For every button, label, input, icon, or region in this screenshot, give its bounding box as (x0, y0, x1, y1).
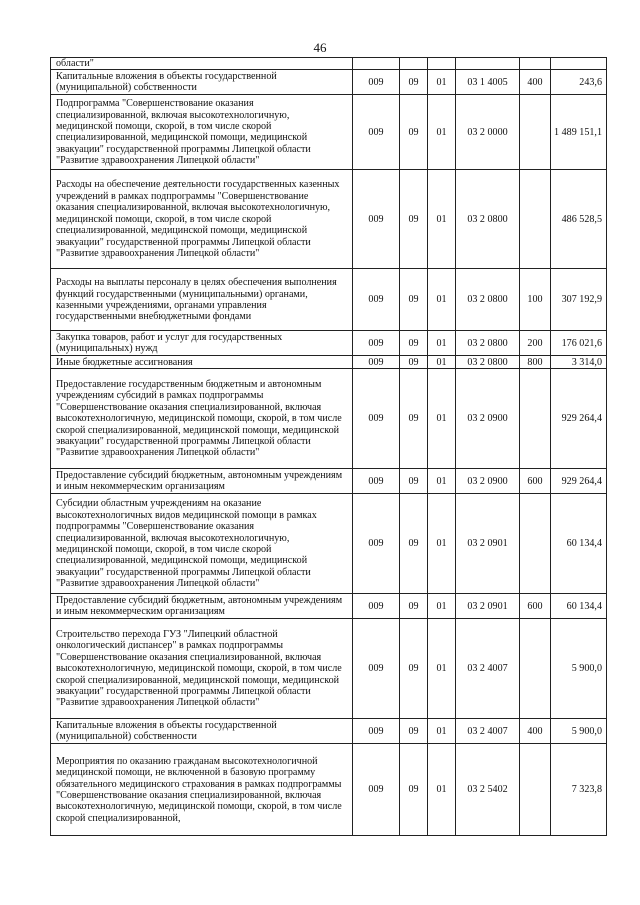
ministry-code: 009 (353, 494, 400, 594)
expense-type: 600 (520, 594, 551, 619)
target-article: 03 1 4005 (456, 70, 520, 95)
target-article: 03 2 0900 (456, 469, 520, 494)
subsection-code: 01 (428, 95, 456, 170)
target-article: 03 2 0900 (456, 369, 520, 469)
section-code: 09 (400, 70, 428, 95)
ministry-code: 009 (353, 719, 400, 744)
row-name: Капитальные вложения в объекты государственной (муниципальной) собственности (51, 719, 353, 744)
table-row (51, 95, 607, 170)
subsection-code: 01 (428, 70, 456, 95)
ministry-code: 009 (353, 594, 400, 619)
section-code: 09 (400, 356, 428, 369)
target-article: 03 2 0901 (456, 494, 520, 594)
table-row (51, 494, 607, 594)
ministry-code: 009 (353, 269, 400, 331)
amount: 307 192,9 (551, 269, 607, 331)
subsection-code: 01 (428, 170, 456, 269)
subsection-code: 01 (428, 594, 456, 619)
table-row (51, 70, 607, 95)
target-article: 03 2 0800 (456, 356, 520, 369)
amount: 60 134,4 (551, 494, 607, 594)
ministry-code: 009 (353, 331, 400, 356)
subsection-code: 01 (428, 269, 456, 331)
expense-type (520, 369, 551, 469)
target-article: 03 2 0000 (456, 95, 520, 170)
row-name: Иные бюджетные ассигнования (51, 356, 353, 369)
target-article: 03 2 0800 (456, 269, 520, 331)
subsection-code: 01 (428, 369, 456, 469)
amount: 5 900,0 (551, 719, 607, 744)
expense-type (520, 619, 551, 719)
section-code: 09 (400, 494, 428, 594)
table-row (51, 719, 607, 744)
row-name: Субсидии областным учреждениям на оказание высокотехнологичных видов медицинской помощи в рамках подпрограммы "Совершенствование оказания специализированной, включая высокотехнологичную, медицинской помощи, скорой, в том числе скорой специализированной, медицинской помощи, медицинской эвакуации" государственной программы Липецкой области "Развитие здравоохранения Липецкой области" (51, 494, 353, 594)
expense-type (520, 95, 551, 170)
section-code (400, 58, 428, 70)
target-article: 03 2 5402 (456, 744, 520, 836)
section-code: 09 (400, 170, 428, 269)
table-row (51, 170, 607, 269)
ministry-code (353, 58, 400, 70)
row-name: Закупка товаров, работ и услуг для государственных (муниципальных) нужд (51, 331, 353, 356)
expense-type (520, 494, 551, 594)
expense-type (520, 58, 551, 70)
ministry-code: 009 (353, 369, 400, 469)
section-code: 09 (400, 469, 428, 494)
expense-type: 400 (520, 719, 551, 744)
amount: 60 134,4 (551, 594, 607, 619)
amount: 3 314,0 (551, 356, 607, 369)
table-row (51, 356, 607, 369)
subsection-code: 01 (428, 494, 456, 594)
section-code: 09 (400, 95, 428, 170)
expense-type: 600 (520, 469, 551, 494)
table-row (51, 369, 607, 469)
subsection-code: 01 (428, 356, 456, 369)
table-row (51, 744, 607, 836)
row-name: Капитальные вложения в объекты государственной (муниципальной) собственности (51, 70, 353, 95)
expense-type: 800 (520, 356, 551, 369)
row-name: Расходы на обеспечение деятельности государственных казенных учреждений в рамках подпрограммы "Совершенствование оказания специализированной, включая высокотехнологичную, медицинской помощи, скорой, в том числе скорой специализированной, медицинской помощи, медицинской эвакуации" государственной программы Липецкой области "Развитие здравоохранения Липецкой области" (51, 170, 353, 269)
row-name: Мероприятия по оказанию гражданам высокотехнологичной медицинской помощи, не включенной в базовую программу обязательного медицинского страхования в рамках подпрограммы "Совершенствование оказания специализированной, включая высокотехнологичную, медицинской помощи, скорой, в том числе скорой специализированной, (51, 744, 353, 836)
subsection-code (428, 58, 456, 70)
expense-type: 400 (520, 70, 551, 95)
section-code: 09 (400, 619, 428, 719)
section-code: 09 (400, 269, 428, 331)
target-article: 03 2 0800 (456, 331, 520, 356)
table-row (51, 58, 607, 70)
expense-type: 100 (520, 269, 551, 331)
ministry-code: 009 (353, 619, 400, 719)
table-row (51, 469, 607, 494)
amount (551, 58, 607, 70)
ministry-code: 009 (353, 170, 400, 269)
section-code: 09 (400, 594, 428, 619)
row-name: Подпрограмма "Совершенствование оказания специализированной, включая высокотехнологичную, медицинской помощи, скорой, в том числе скорой специализированной, медицинской помощи, медицинской эвакуации" государственной программы Липецкой области "Развитие здравоохранения Липецкой области" (51, 95, 353, 170)
table-row (51, 331, 607, 356)
ministry-code: 009 (353, 744, 400, 836)
amount: 929 264,4 (551, 469, 607, 494)
table-row (51, 269, 607, 331)
amount: 929 264,4 (551, 369, 607, 469)
target-article: 03 2 4007 (456, 619, 520, 719)
page-number: 46 (313, 40, 327, 55)
target-article: 03 2 0901 (456, 594, 520, 619)
row-name: области" (51, 58, 353, 70)
expense-type (520, 744, 551, 836)
table-row (51, 619, 607, 719)
amount: 5 900,0 (551, 619, 607, 719)
subsection-code: 01 (428, 619, 456, 719)
subsection-code: 01 (428, 744, 456, 836)
amount: 176 021,6 (551, 331, 607, 356)
table-row (51, 594, 607, 619)
row-name: Предоставление государственным бюджетным и автономным учреждениям субсидий в рамках подпрограммы "Совершенствование оказания специализированной, включая высокотехнологичную, медицинской помощи, скорой, в том числе скорой специализированной, медицинской помощи, медицинской эвакуации" государственной программы Липецкой области "Развитие здравоохранения Липецкой области" (51, 369, 353, 469)
subsection-code: 01 (428, 331, 456, 356)
section-code: 09 (400, 369, 428, 469)
target-article: 03 2 4007 (456, 719, 520, 744)
ministry-code: 009 (353, 95, 400, 170)
subsection-code: 01 (428, 719, 456, 744)
row-name: Расходы на выплаты персоналу в целях обеспечения выполнения функций государственными (муниципальными) органами, казенными учреждениями, органами управления государственными внебюджетными фондами (51, 269, 353, 331)
target-article: 03 2 0800 (456, 170, 520, 269)
row-name: Предоставление субсидий бюджетным, автономным учреждениям и иным некоммерческим организациям (51, 469, 353, 494)
amount: 7 323,8 (551, 744, 607, 836)
section-code: 09 (400, 744, 428, 836)
section-code: 09 (400, 331, 428, 356)
row-name: Строительство перехода ГУЗ "Липецкий областной онкологический диспансер" в рамках подпрограммы "Совершенствование оказания специализированной, включая высокотехнологичную, медицинской помощи, скорой, в том числе скорой специализированной, медицинской помощи, медицинской эвакуации" государственной программы Липецкой области "Развитие здравоохранения Липецкой области" (51, 619, 353, 719)
subsection-code: 01 (428, 469, 456, 494)
budget-table (50, 57, 607, 836)
amount: 1 489 151,1 (551, 95, 607, 170)
ministry-code: 009 (353, 356, 400, 369)
ministry-code: 009 (353, 469, 400, 494)
target-article (456, 58, 520, 70)
expense-type: 200 (520, 331, 551, 356)
amount: 243,6 (551, 70, 607, 95)
ministry-code: 009 (353, 70, 400, 95)
amount: 486 528,5 (551, 170, 607, 269)
expense-type (520, 170, 551, 269)
section-code: 09 (400, 719, 428, 744)
row-name: Предоставление субсидий бюджетным, автономным учреждениям и иным некоммерческим организациям (51, 594, 353, 619)
